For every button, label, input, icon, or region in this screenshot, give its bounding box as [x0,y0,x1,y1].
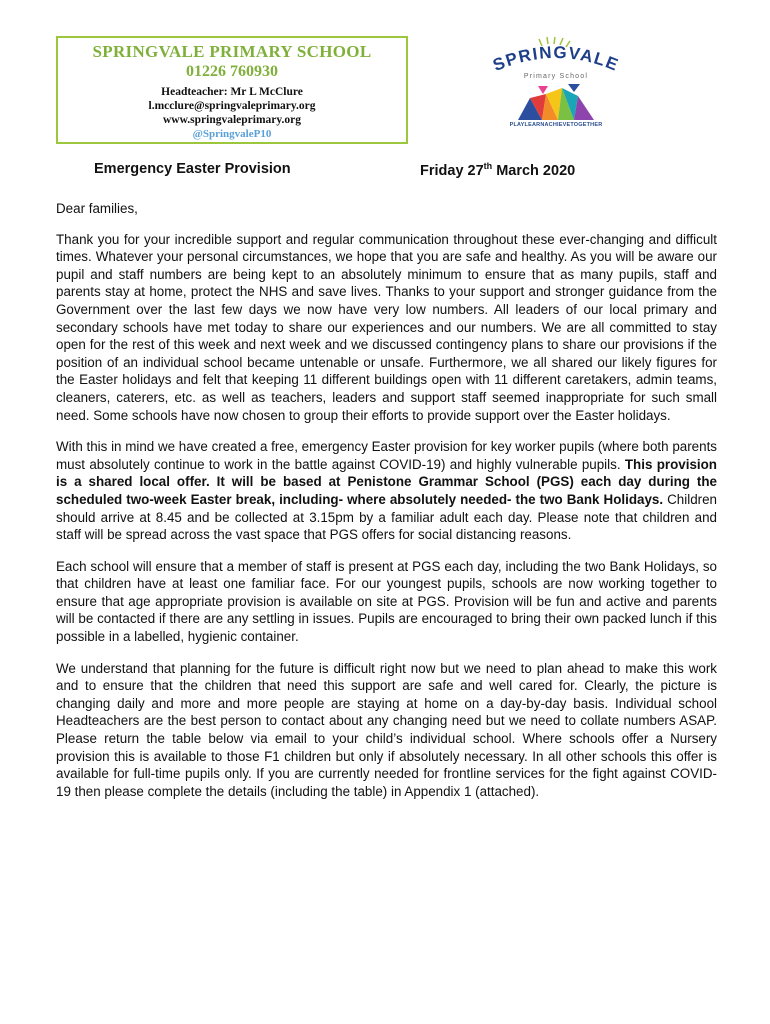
letter-greeting: Dear families, [56,201,138,216]
logo-word-text: SPRINGVALE [490,42,622,75]
logo-tagline: PLAYLEARNACHIEVETOGETHER [509,122,603,128]
school-social-handle: @SpringvaleP10 [192,128,272,140]
date-suffix: March 2020 [492,162,576,179]
school-name: SPRINGVALE PRIMARY SCHOOL [92,42,372,61]
paragraph-2-rest: Children should arrive at 8.45 and be collected at 3.15pm by a familiar adult each day. Please note that children and staff will be spread across the vast space that PGS offers for social distancing reasons. [56,491,717,543]
school-email: l.mcclure@springvaleprimary.org [148,100,316,112]
paragraph-3: Each school will ensure that a member of staff is present at PGS each day, including the two Bank Holidays, so that children have at least one familiar face. For our youngest pupils, schools are now working together to ensure that age appropriate provision is available on site at PGS. Provision will be fun and active and parents will be contacted if there are any settling in issues. Pupils are encouraged to bring their own packed lunch if this possible in a labelled, hygienic container. [56,558,717,645]
paragraph-4: We understand that planning for the future is difficult right now but we need to plan ahead to make this work and to ensure that the children that need this support are safe and well cared for. Clearly, the picture is changing daily and more and more people are staying at home on a day-by-day basis. Individual school Headteachers are the best person to contact about any changing need but we need to collate numbers ASAP. Please return the table below via email to your child’s individual school. Where schools offer a Nursery provision this is available to those F1 children but only if absolutely necessary. In all other schools this offer is available for full-time pupils only. If you are currently needed for frontline services for the fight against COVID-19 then please complete the details (including the table) in Appendix 1 (attached). [56,660,717,799]
letter-body [56,200,717,814]
paragraph-1: Thank you for your incredible support and regular communication throughout these ever-changing and difficult times. Whatever your personal circumstances, we hope that you are safe and healthy. As you will be aware our pupil and staff numbers are being kept to an absolutely minimum to ensure that as many pupils, staff and parents stay at home, protect the NHS and save lives. Thanks to your support and stronger guidance from the Government over the last few days we now have very low numbers. All leaders of our local primary and secondary schools have met today to share our experiences and our numbers. We are all committed to stay open for the rest of this week and next week and we discussed contingency plans to share our provisions if the position of an individual school became untenable or unsafe. Furthermore, we all shared our likely figures for the Easter holidays and felt that keeping 11 different buildings open with 11 different caretakers, admin teams, cleaners, caterers, etc. as well as teachers, leaders and support staff seemed inappropriate for such small need. Some schools have now chosen to group their efforts to provide support over the Easter holidays. [56,231,717,423]
paragraph-2 [56,438,717,544]
paragraph-2-intro: With this in mind we have created a free, emergency Easter provision for key worker pupils (where both parents must absolutely continue to work in the battle against COVID-19) and highly vulnerable pupils. [56,439,717,472]
school-phone: 01226 760930 [186,63,278,80]
headteacher-line: Headteacher: Mr L McClure [161,86,303,98]
letter-date [420,161,575,179]
svg-text:SPRINGVALE [490,43,622,75]
school-header-box [56,36,408,144]
school-logo [476,36,636,136]
date-ordinal: th [483,161,493,171]
date-prefix: Friday 27 [420,162,484,179]
letter-subject: Emergency Easter Provision [94,161,291,177]
logo-subtitle: Primary School [523,73,589,80]
logo-mosaic-icon [518,84,594,120]
paragraph-2-bold: This provision is a shared local offer. It will be based at Penistone Grammar School (PGS) each day during the scheduled two-week Easter break, including- where absolutely needed- the two Bank Holidays. [56,456,717,507]
school-website: www.springvaleprimary.org [163,114,301,126]
